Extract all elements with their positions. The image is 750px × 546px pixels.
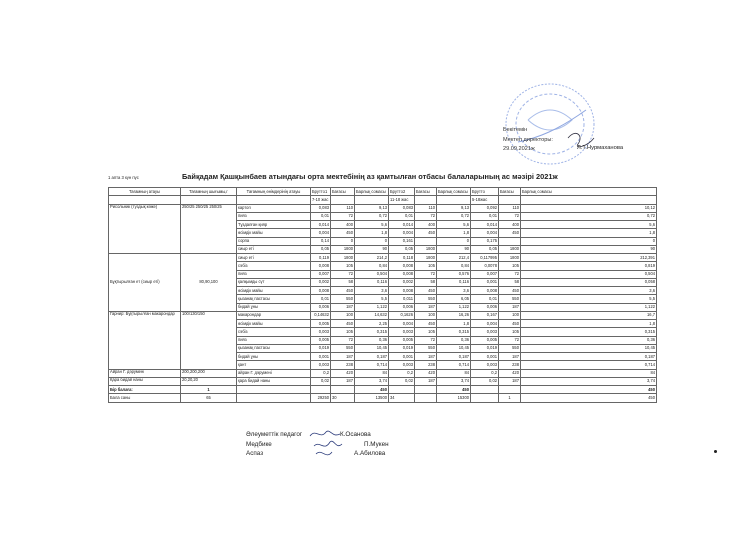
cell-value: 0,007 [471, 270, 499, 278]
cell-value: 550 [331, 295, 355, 303]
cell-value: 0,119 [311, 254, 331, 262]
table-row [109, 311, 657, 319]
cell-value: 105 [415, 262, 437, 270]
cell-value: 450 [331, 320, 355, 328]
cell-value: 450 [415, 229, 437, 237]
cell-value: 0,008 [311, 262, 331, 270]
hdr-brutto3: Брутто [471, 188, 499, 196]
cell-value: 0,003 [311, 328, 331, 336]
cell-value: 450 [331, 229, 355, 237]
product-name: пияз [237, 336, 311, 344]
cell-value: 0,014 [389, 221, 415, 229]
cell-value: 0,007 [311, 270, 331, 278]
cell-value: 0,36 [521, 336, 657, 344]
footer-label: Бір балаға: [109, 386, 181, 394]
cell-value: 0,003 [471, 361, 499, 369]
cell-value: 58 [415, 278, 437, 286]
cell-value: 420 [499, 369, 521, 377]
menu-table [108, 187, 657, 403]
cell-value: 0,315 [521, 328, 657, 336]
cell-value: 72 [331, 270, 355, 278]
sign-role-2: Медбике [246, 440, 272, 448]
hdr-sum3: Барлық сомасы [521, 188, 657, 196]
cell-value: 450 [499, 229, 521, 237]
cell-value: 84 [355, 369, 389, 377]
cell-value: 0,014 [311, 221, 331, 229]
cell-value: 0,004 [389, 320, 415, 328]
approval-line1: Бекітемін [503, 127, 528, 133]
cell-value: 1,122 [521, 303, 657, 311]
cell-value: 0,02 [389, 377, 415, 385]
cell-value: 0,01 [311, 295, 331, 303]
cell-value: 0,003 [471, 328, 499, 336]
cell-value: 0,01 [471, 212, 499, 220]
cell-value: 1,8 [355, 229, 389, 237]
cell-value: 84 [437, 369, 471, 377]
cell-value: 0,011 [389, 295, 415, 303]
cell-value: 0,003 [389, 361, 415, 369]
cell-value: 0,001 [311, 353, 331, 361]
cell-value: 0,001 [471, 278, 499, 286]
hdr-yield: Тағамның шығымы,г [181, 188, 237, 196]
cell-value: 3,74 [521, 377, 657, 385]
cell-value: 0,014 [471, 221, 499, 229]
cell-value: 187 [499, 303, 521, 311]
table-row [109, 254, 657, 262]
cell-value: 238 [331, 361, 355, 369]
cell-value: 9,13 [437, 204, 471, 212]
cell-value: 0,092 [471, 204, 499, 212]
cell-value: 0,001 [389, 353, 415, 361]
product-name: өсімдік майы [237, 320, 311, 328]
dish-yield: 20,20,20 [181, 377, 237, 385]
cell-value: 1,8 [437, 229, 471, 237]
cell-value: 0,019 [311, 344, 331, 352]
cell-value: 0,36 [355, 336, 389, 344]
product-name: пияз [237, 270, 311, 278]
kids-sum-4: 450 [521, 394, 657, 402]
cell-value: 0 [437, 237, 471, 245]
kids-count-3: 1 [499, 394, 521, 402]
cell-value: 420 [331, 369, 355, 377]
cell-value: 0,02 [471, 377, 499, 385]
cell-value: 9,13 [355, 204, 389, 212]
kids-sum-3: 15300 [437, 394, 471, 402]
cell-value: 0,004 [311, 229, 331, 237]
cell-value [415, 237, 437, 245]
cell-value: 0,504 [521, 270, 657, 278]
cell-value: 0,84 [437, 262, 471, 270]
cell-value: 0,819 [521, 262, 657, 270]
cell-value: 0,0078 [471, 262, 499, 270]
cell-value: 72 [499, 270, 521, 278]
table-row [109, 369, 657, 377]
footer-row-kids [109, 394, 657, 402]
cell-value: 187 [415, 303, 437, 311]
cell-value: 0,714 [437, 361, 471, 369]
cell-value: 0,05 [311, 245, 331, 253]
cell-value: 1800 [331, 254, 355, 262]
cell-value: 0,2 [389, 369, 415, 377]
product-name: өсімдік майы [237, 229, 311, 237]
cell-value: 0,714 [521, 361, 657, 369]
cell-value: 0,005 [311, 320, 331, 328]
age-11-18: 11-18 жас [389, 196, 415, 204]
cell-value: 0,84 [355, 262, 389, 270]
dish-yield: 80,90,100 [181, 254, 237, 312]
cell-value: 0,714 [355, 361, 389, 369]
cell-value: 1800 [499, 245, 521, 253]
cell-value: 1,122 [437, 303, 471, 311]
product-name: қызанақ пастасы [237, 295, 311, 303]
footer-row-per-child [109, 386, 657, 394]
cell-value: 72 [331, 336, 355, 344]
cell-value: 100 [499, 311, 521, 319]
cell-value: 5,6 [355, 221, 389, 229]
cell-value: 187 [415, 353, 437, 361]
round-stamp [498, 80, 602, 170]
table-row [109, 377, 657, 385]
cell-value: 105 [499, 328, 521, 336]
product-name: өсімдік майы [237, 287, 311, 295]
table-row [109, 204, 657, 212]
cell-value: 0,2 [471, 369, 499, 377]
kids-count-1: 30 [331, 394, 355, 402]
cell-value: 450 [331, 287, 355, 295]
cell-value: 10,45 [521, 344, 657, 352]
cell-value: 0,003 [311, 361, 331, 369]
cell-value: 3,6 [437, 287, 471, 295]
cell-value: 105 [499, 262, 521, 270]
dish-yield: 100/130/150 [181, 311, 237, 369]
cell-value: 238 [415, 361, 437, 369]
cell-value: 0,004 [471, 320, 499, 328]
cell-value: 3,6 [521, 287, 657, 295]
hdr-sum1: Барлық сомасы [355, 188, 389, 196]
dish-name: Гарнир: Бұқтырылған макарондар [109, 311, 181, 369]
cell-value: 110 [499, 204, 521, 212]
cell-value: 0,167 [471, 311, 499, 319]
hdr-brutto1: Брутто1 [311, 188, 331, 196]
approval-date: 29.09.2021ж [503, 146, 535, 152]
product-name: сәбіз [237, 328, 311, 336]
dish-name: Рисольник (туздық көже) [109, 204, 181, 254]
kids-count-2: 34 [389, 394, 415, 402]
cell-value: 10,45 [355, 344, 389, 352]
cell-value: 0,05 [471, 245, 499, 253]
cell-value: 1,8 [437, 320, 471, 328]
cell-value: 84 [521, 369, 657, 377]
cell-value: 0,002 [311, 278, 331, 286]
cell-value: 0,004 [389, 229, 415, 237]
cell-value: 550 [415, 344, 437, 352]
cell-value: 0,003 [389, 328, 415, 336]
cell-value: 1,122 [355, 303, 389, 311]
cell-value: 5,6 [437, 221, 471, 229]
footer-total-1: 450 [355, 386, 389, 394]
cell-value: 3,6 [355, 287, 389, 295]
cell-value: 0,004 [471, 229, 499, 237]
cell-value: 10,12 [521, 204, 657, 212]
page-title: Байқадам Қашқынбаев атындағы орта мектебінің аз қамтылған отбасы балаларының ас мәзірі 2021ж [182, 172, 558, 181]
cell-value: 72 [499, 212, 521, 220]
cell-value: 0,36 [437, 336, 471, 344]
cell-value: 0,72 [521, 212, 657, 220]
kids-label: Бала саны [109, 394, 181, 402]
cell-value: 0,01 [471, 295, 499, 303]
cell-value: 0,187 [521, 353, 657, 361]
product-name: пияз [237, 212, 311, 220]
cell-value: 58 [499, 278, 521, 286]
cell-value: 212,391 [521, 254, 657, 262]
cell-value: 1800 [415, 245, 437, 253]
cell-value: 0,504 [355, 270, 389, 278]
hdr-price1: Бағасы [331, 188, 355, 196]
sign-role-3: Аспаз [246, 450, 264, 458]
page-label: 1 апта 3 күн пүс [108, 175, 139, 180]
cell-value: 0,175 [471, 237, 499, 245]
cell-value: 3,74 [437, 377, 471, 385]
cell-value: 0,006 [471, 303, 499, 311]
age-7-10: 7-10 жас [311, 196, 331, 204]
cell-value: 0 [355, 237, 389, 245]
cell-value: 0,058 [521, 278, 657, 286]
cell-value: 550 [499, 295, 521, 303]
dish-name: Бұқтырылған ет (сиыр еті) [109, 254, 181, 312]
cell-value: 0,161 [389, 237, 415, 245]
cell-value: 0,14 [311, 237, 331, 245]
cell-value: 90 [437, 245, 471, 253]
hdr-sum2: Барлық сомасы [437, 188, 471, 196]
dish-name: Айран Г. дәрумені [109, 369, 181, 377]
cell-value: 400 [415, 221, 437, 229]
cell-value: 72 [415, 336, 437, 344]
cell-value: 214,2 [355, 254, 389, 262]
cell-value: 3,74 [355, 377, 389, 385]
product-name: сиыр еті [237, 245, 311, 253]
cell-value: 10,45 [437, 344, 471, 352]
cell-value: 0,019 [389, 344, 415, 352]
cell-value: 0,083 [311, 204, 331, 212]
cell-value: 550 [499, 344, 521, 352]
cell-value: 16,26 [437, 311, 471, 319]
cell-value: 1,8 [521, 320, 657, 328]
product-name: қант [237, 361, 311, 369]
cell-value: 1,8 [521, 229, 657, 237]
director-name: Л.Т.Нурмаханова [577, 145, 624, 151]
cell-value: 72 [331, 212, 355, 220]
cell-value: 0,083 [389, 204, 415, 212]
cell-value: 0,116 [355, 278, 389, 286]
cell-value: 187 [415, 377, 437, 385]
cell-value: 0,008 [471, 287, 499, 295]
approval-line2: Мектеп директоры: [503, 136, 553, 143]
cell-value: 212,4 [437, 254, 471, 262]
cell-value: 450 [415, 287, 437, 295]
cell-value [499, 237, 521, 245]
cell-value: 400 [331, 221, 355, 229]
cell-value: 105 [415, 328, 437, 336]
kids-sum-1: 29250 [311, 394, 331, 402]
cell-value: 72 [499, 336, 521, 344]
cell-value: 110 [331, 204, 355, 212]
cell-value: 0,01 [311, 212, 331, 220]
product-name: қара бидай наны [237, 377, 311, 385]
cell-value: 72 [415, 212, 437, 220]
hdr-product: Тағамның өнімдерінің атауы [237, 188, 311, 196]
cell-value: 5,5 [521, 295, 657, 303]
header-row [109, 188, 657, 196]
cell-value: 58 [331, 278, 355, 286]
hdr-dish: Тағамның атауы [109, 188, 181, 196]
sign-role-1: Әлеуметтік педагог [246, 431, 303, 438]
cell-value: 0,019 [471, 344, 499, 352]
product-name: қалқымды сүт [237, 278, 311, 286]
cell-value: 450 [499, 320, 521, 328]
cell-value: 187 [331, 353, 355, 361]
age-row [109, 196, 657, 204]
product-name: сорпа [237, 237, 311, 245]
product-name: картоп [237, 204, 311, 212]
cell-value: 450 [499, 287, 521, 295]
cell-value: 100 [415, 311, 437, 319]
cell-value: 0,006 [389, 303, 415, 311]
cell-value: 238 [499, 361, 521, 369]
cell-value: 0,02 [311, 377, 331, 385]
cell-value: 0,117995 [471, 254, 499, 262]
sign-name-1: К.Осанова [340, 431, 371, 438]
cell-value: 400 [499, 221, 521, 229]
cell-value: 0,008 [389, 287, 415, 295]
cell-value: 0,005 [311, 336, 331, 344]
cell-value: 0,187 [355, 353, 389, 361]
signature-roles [246, 430, 302, 459]
cell-value: 0,118 [389, 254, 415, 262]
cell-value: 110 [415, 204, 437, 212]
cell-value: 1800 [331, 245, 355, 253]
cell-value: 0,006 [311, 303, 331, 311]
cell-value: 550 [331, 344, 355, 352]
signature-names [340, 430, 389, 459]
product-name: сиыр еті [237, 254, 311, 262]
cell-value: 6,05 [437, 295, 471, 303]
cell-value: 0,72 [437, 212, 471, 220]
cell-value: 5,6 [521, 221, 657, 229]
dish-yield: 250/25 250/25 250/25 [181, 204, 237, 254]
cell-value: 0,005 [471, 336, 499, 344]
cell-value: 0,008 [311, 287, 331, 295]
cell-value: 105 [331, 328, 355, 336]
cell-value: 0,14632 [311, 311, 331, 319]
cell-value: 0 [521, 237, 657, 245]
cell-value: 90 [355, 245, 389, 253]
cell-value: 187 [331, 303, 355, 311]
cell-value: 14,632 [355, 311, 389, 319]
cell-value: 0,05 [389, 245, 415, 253]
cell-value: 5,5 [355, 295, 389, 303]
cell-value: 1800 [415, 254, 437, 262]
cell-value: 72 [415, 270, 437, 278]
hdr-price3: Бағасы [499, 188, 521, 196]
cell-value: 187 [331, 377, 355, 385]
kids-sum-2: 13500 [355, 394, 389, 402]
dish-name: Қара бидай наны [109, 377, 181, 385]
sign-name-3: А.Абилова [354, 450, 386, 458]
cell-value: 2,25 [355, 320, 389, 328]
cell-value: 0,01 [389, 212, 415, 220]
cell-value: 1800 [499, 254, 521, 262]
hdr-brutto2: Брутто2 [389, 188, 415, 196]
cell-value: 420 [415, 369, 437, 377]
page-dot [714, 450, 717, 453]
hdr-price2: Бағасы [415, 188, 437, 196]
cell-value: 0,315 [437, 328, 471, 336]
cell-value: 0,005 [389, 336, 415, 344]
dish-yield: 200,200,200 [181, 369, 237, 377]
footer-total-2: 450 [437, 386, 471, 394]
cell-value: 90 [521, 245, 657, 253]
cell-value: 0,001 [471, 353, 499, 361]
approval-block [503, 126, 553, 155]
cell-value: 0 [331, 237, 355, 245]
product-name: бидай ұны [237, 353, 311, 361]
cell-value: 0,008 [389, 270, 415, 278]
product-name: бидай ұны [237, 303, 311, 311]
product-name: қызанақ пастасы [237, 344, 311, 352]
cell-value: 0,315 [355, 328, 389, 336]
product-name: макарондар [237, 311, 311, 319]
kids-count: 65 [181, 394, 237, 402]
cell-value: 450 [415, 320, 437, 328]
cell-value: 0,2 [311, 369, 331, 377]
cell-value: 550 [415, 295, 437, 303]
cell-value: 0,187 [437, 353, 471, 361]
cell-value: 0,008 [389, 262, 415, 270]
cell-value: 0,576 [437, 270, 471, 278]
footer-count: 1 [181, 386, 237, 394]
age-5-18: 5-18жас [471, 196, 499, 204]
cell-value: 0,116 [437, 278, 471, 286]
sign-name-2: П.Мукен [364, 440, 389, 448]
cell-value: 105 [331, 262, 355, 270]
cell-value: 0,002 [389, 278, 415, 286]
cell-value: 187 [499, 377, 521, 385]
product-name: айран Г. дәрумені [237, 369, 311, 377]
cell-value: 187 [499, 353, 521, 361]
cell-value: 0,1626 [389, 311, 415, 319]
footer-total-3: 450 [521, 386, 657, 394]
cell-value: 16,7 [521, 311, 657, 319]
product-name: сәбіз [237, 262, 311, 270]
cell-value: 0,72 [355, 212, 389, 220]
product-name: Тұздалған қияр [237, 221, 311, 229]
cell-value: 100 [331, 311, 355, 319]
